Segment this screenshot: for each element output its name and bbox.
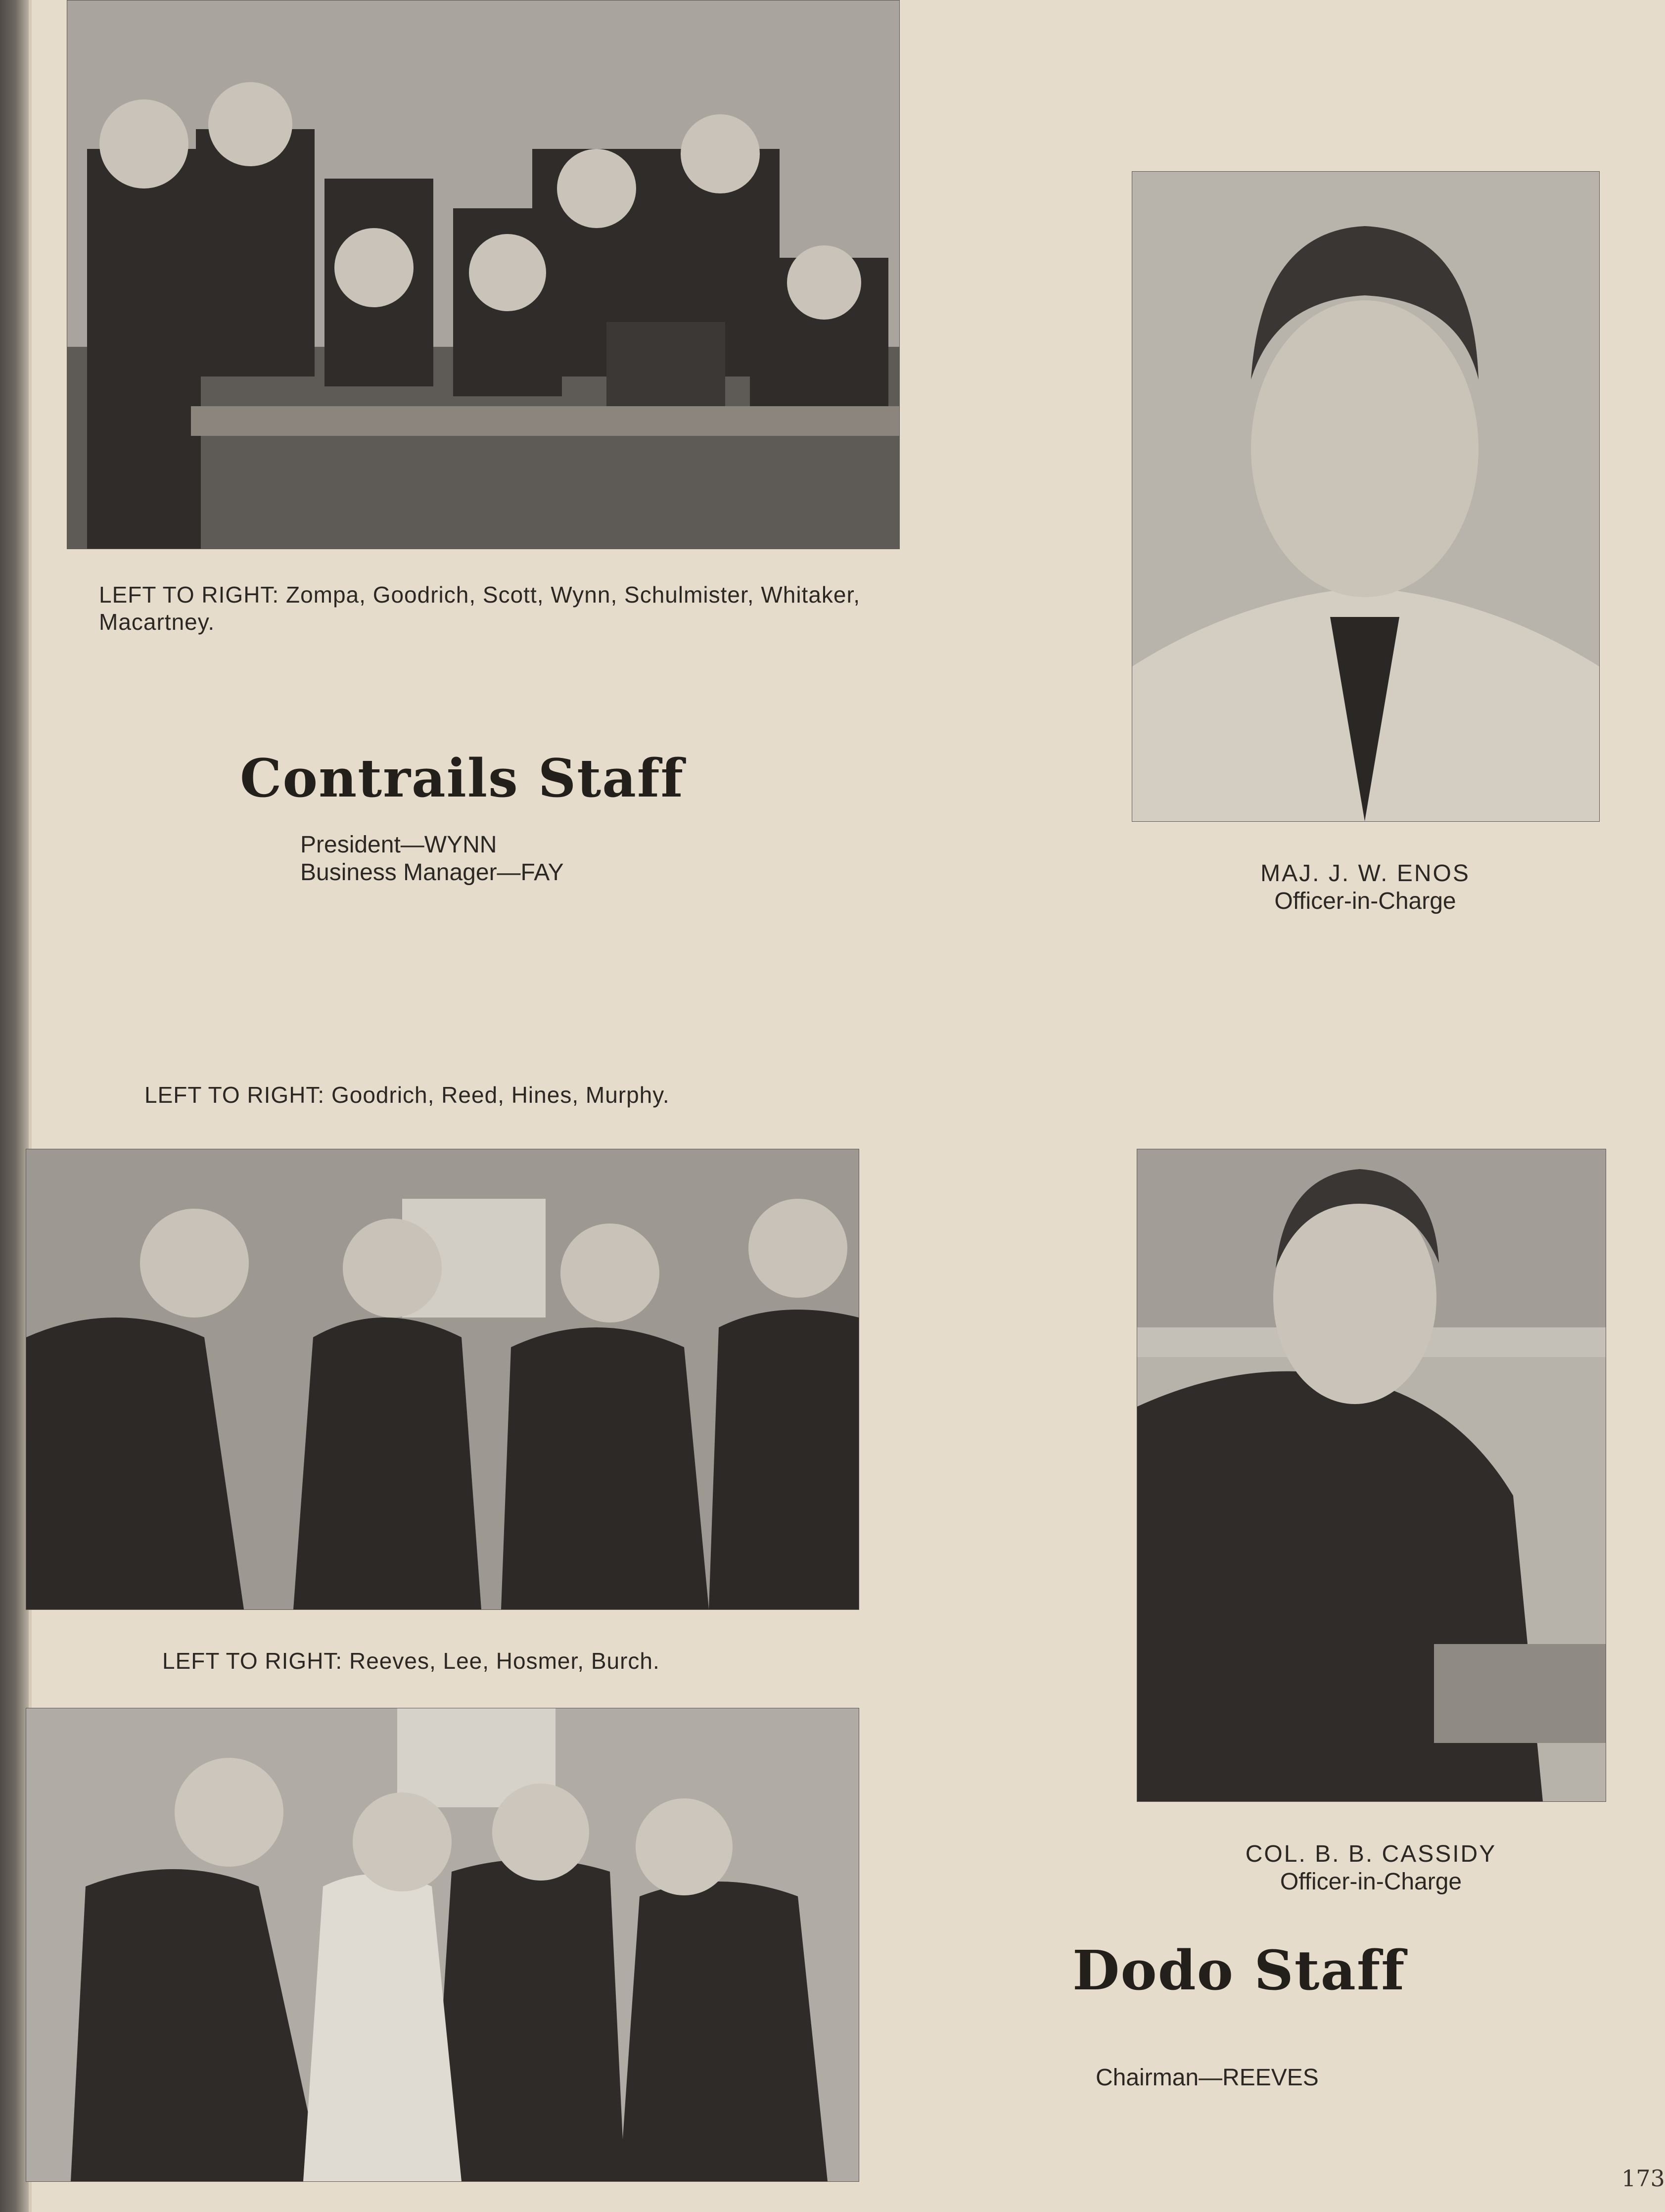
book-spine — [0, 0, 29, 2212]
cassidy-name: COL. B. B. CASSIDY — [1245, 1841, 1497, 1867]
enos-portrait — [1132, 171, 1600, 822]
dodo-group-photo-1 — [26, 1149, 859, 1610]
cassidy-portrait — [1137, 1149, 1606, 1802]
page-number: 173 — [1621, 2165, 1665, 2192]
enos-name: MAJ. J. W. ENOS — [1260, 860, 1470, 887]
dodo-caption-1: LEFT TO RIGHT: Goodrich, Reed, Hines, Murphy. — [144, 1082, 670, 1108]
contrails-group-photo — [67, 0, 900, 549]
dodo-caption-2: LEFT TO RIGHT: Reeves, Lee, Hosmer, Burch. — [162, 1648, 660, 1674]
dodo-section-title: Dodo Staff — [1072, 1938, 1406, 2002]
cassidy-title: Officer-in-Charge — [1280, 1869, 1462, 1895]
role-president: President—WYNN — [300, 832, 497, 858]
contrails-section-title: Contrails Staff — [240, 747, 685, 809]
enos-caption — [1132, 860, 1599, 915]
enos-title: Officer-in-Charge — [1274, 888, 1456, 914]
role-business-manager: Business Manager—FAY — [300, 859, 564, 886]
contrails-photo-caption: LEFT TO RIGHT: Zompa, Goodrich, Scott, Wynn, Schulmister, Whitaker, Macartney. — [99, 582, 861, 635]
cassidy-caption — [1137, 1840, 1605, 1896]
contrails-roles — [300, 831, 564, 887]
dodo-group-photo-2 — [26, 1708, 859, 2182]
dodo-roles — [1096, 2064, 1319, 2092]
role-chairman: Chairman—REEVES — [1096, 2065, 1319, 2091]
